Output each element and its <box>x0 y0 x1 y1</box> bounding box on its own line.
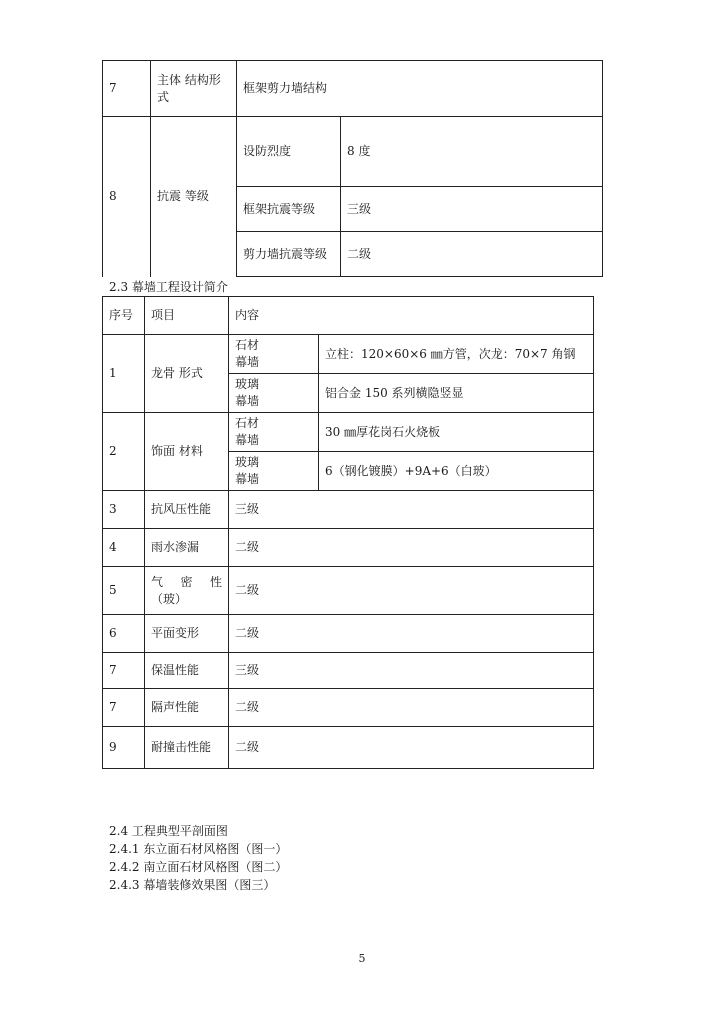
curtain-wall-table <box>102 296 594 769</box>
row-item: 平面变形 <box>145 615 229 653</box>
header-content: 内容 <box>229 297 594 335</box>
row-item: 抗风压性能 <box>145 491 229 529</box>
row-item: 耐撞击性能 <box>145 727 229 769</box>
list-item: 2.4.2 南立面石材风格图（图二） <box>109 860 288 874</box>
row-number: 7 <box>103 689 145 727</box>
header-item: 项目 <box>145 297 229 335</box>
list-item: 2.4.1 东立面石材风格图（图一） <box>109 842 288 856</box>
row-value: 三级 <box>229 491 594 529</box>
table-row <box>103 567 594 615</box>
sub-label: 设防烈度 <box>237 117 341 187</box>
table-row <box>103 413 594 452</box>
row-number: 6 <box>103 615 145 653</box>
row-value: 三级 <box>229 653 594 689</box>
list-item: 2.4.3 幕墙装修效果图（图三） <box>109 878 276 892</box>
sub-label: 石材幕墙 <box>229 335 319 374</box>
row-item <box>145 567 229 615</box>
row-number: 8 <box>103 117 151 277</box>
structure-table <box>102 60 603 277</box>
table-row <box>103 727 594 769</box>
row-value: 框架剪力墙结构 <box>237 61 603 117</box>
row-item: 雨水渗漏 <box>145 529 229 567</box>
row-item: 隔声性能 <box>145 689 229 727</box>
table-row <box>103 335 594 374</box>
row-number: 7 <box>103 61 151 117</box>
table-row <box>103 529 594 567</box>
item-char: 密 <box>180 574 193 589</box>
row-item: 饰面 材料 <box>145 413 229 491</box>
row-value: 二级 <box>229 567 594 615</box>
table-row <box>103 61 603 117</box>
sub-value: 30 ㎜厚花岗石火烧板 <box>319 413 594 452</box>
table-row <box>103 117 603 187</box>
row-number: 5 <box>103 567 145 615</box>
row-number: 2 <box>103 413 145 491</box>
item-char: 性 <box>209 574 222 589</box>
row-item: 龙骨 形式 <box>145 335 229 413</box>
row-value: 二级 <box>229 615 594 653</box>
row-value: 二级 <box>229 529 594 567</box>
item-line-2: （玻） <box>151 591 188 606</box>
row-item: 保温性能 <box>145 653 229 689</box>
sub-label: 石材幕墙 <box>229 413 319 452</box>
sub-label: 框架抗震等级 <box>237 187 341 232</box>
table-row <box>103 491 594 529</box>
sub-value: 二级 <box>341 232 603 277</box>
section-title: 2.3 幕墙工程设计简介 <box>109 280 228 294</box>
row-number: 9 <box>103 727 145 769</box>
item-char: 气 <box>151 574 164 589</box>
sub-value: 铝合金 150 系列横隐竖显 <box>319 374 594 413</box>
row-value: 二级 <box>229 689 594 727</box>
sub-label: 剪力墙抗震等级 <box>237 232 341 277</box>
row-number: 4 <box>103 529 145 567</box>
row-value: 二级 <box>229 727 594 769</box>
header-no: 序号 <box>103 297 145 335</box>
row-item: 主体 结构形式 <box>151 61 237 117</box>
row-number: 3 <box>103 491 145 529</box>
table-row <box>103 653 594 689</box>
list-item: 2.4 工程典型平剖面图 <box>109 824 228 838</box>
row-item: 抗震 等级 <box>151 117 237 277</box>
table-row <box>103 689 594 727</box>
table-header-row <box>103 297 594 335</box>
sub-value: 6（钢化镀膜）+9A+6（白玻） <box>319 452 594 491</box>
table-row <box>103 615 594 653</box>
sub-value: 立柱：120×60×6 ㎜方管，次龙：70×7 角钢 <box>319 335 594 374</box>
row-number: 7 <box>103 653 145 689</box>
row-number: 1 <box>103 335 145 413</box>
page-number: 5 <box>358 952 366 965</box>
sub-label: 玻璃幕墙 <box>229 452 319 491</box>
sub-value: 8 度 <box>341 117 603 187</box>
item-line-1 <box>151 574 222 591</box>
figure-list <box>109 822 287 894</box>
sub-label: 玻璃幕墙 <box>229 374 319 413</box>
sub-value: 三级 <box>341 187 603 232</box>
